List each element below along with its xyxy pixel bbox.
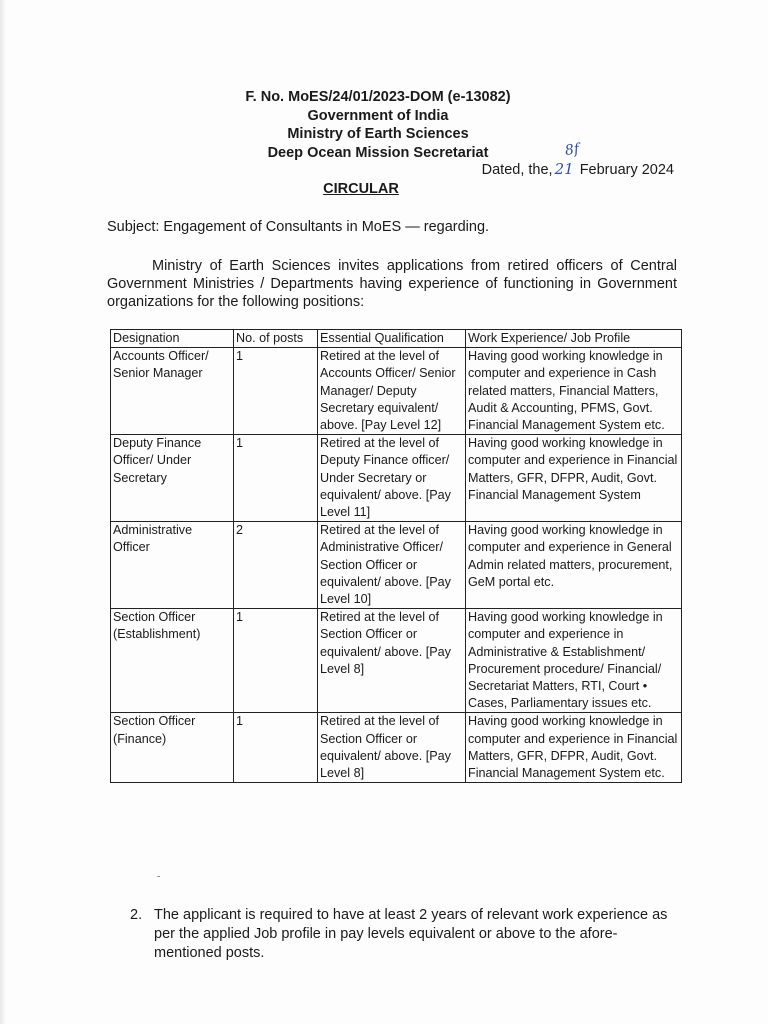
- cell-experience: Having good working knowledge in computer and experience in Cash related matters, Financial Matters, Audit & Accounting, PFMS, Govt. Financial Management System etc.: [466, 348, 682, 435]
- table-row: [111, 522, 682, 609]
- table-row: [111, 435, 682, 522]
- cell-posts: 1: [234, 435, 318, 522]
- circular-title: CIRCULAR: [323, 181, 399, 197]
- table-row: [111, 713, 682, 783]
- cell-qualification: Retired at the level of Administrative Officer/ Section Officer or equivalent/ above. [Pay Level 10]: [318, 522, 466, 609]
- government-line: Government of India: [307, 107, 449, 124]
- cell-designation: Accounts Officer/ Senior Manager: [111, 348, 234, 435]
- cell-designation: Deputy Finance Officer/ Under Secretary: [111, 435, 234, 522]
- subject-line: Subject: Engagement of Consultants in MoES — regarding.: [107, 219, 490, 235]
- cell-posts: 1: [234, 609, 318, 713]
- intro-paragraph: Ministry of Earth Sciences invites applications from retired officers of Central Government Ministries / Departments having experience of functioning in Government organizations for the following positions:: [107, 258, 677, 310]
- date-line: [482, 160, 674, 178]
- cell-designation: Administrative Officer: [111, 522, 234, 609]
- handwritten-day: 21: [554, 160, 574, 178]
- cell-qualification: Retired at the level of Deputy Finance officer/ Under Secretary or equivalent/ above. [Pay Level 11]: [318, 435, 466, 522]
- cell-posts: 1: [234, 713, 318, 783]
- header-designation: Designation: [111, 330, 234, 348]
- header-experience: Work Experience/ Job Profile: [466, 330, 682, 348]
- handwritten-margin-mark: 8f: [563, 141, 581, 159]
- cell-qualification: Retired at the level of Section Officer or equivalent/ above. [Pay Level 8]: [318, 713, 466, 783]
- header-posts: No. of posts: [234, 330, 318, 348]
- cell-experience: Having good working knowledge in computer and experience in General Admin related matters, procurement, GeM portal etc.: [466, 522, 682, 609]
- date-prefix: Dated, the,: [481, 162, 553, 178]
- cell-posts: 1: [234, 348, 318, 435]
- table-row: [111, 348, 682, 435]
- cell-designation: Section Officer (Establishment): [111, 609, 234, 713]
- cell-experience: Having good working knowledge in computer and experience in Financial Matters, GFR, DFPR, Audit, Govt. Financial Management System etc.: [466, 713, 682, 783]
- letterhead: [0, 88, 768, 162]
- point-2-text: The applicant is required to have at least 2 years of relevant work experience as per the applied Job profile in pay levels equivalent or above to the afore-mentioned posts.: [154, 907, 668, 961]
- cell-experience: Having good working knowledge in computer and experience in Financial Matters, GFR, DFPR, Audit, Govt. Financial Management System: [466, 435, 682, 522]
- file-number: F. No. MoES/24/01/2023-DOM (e-13082): [245, 89, 511, 105]
- cell-designation: Section Officer (Finance): [111, 713, 234, 783]
- scan-speck: [157, 876, 160, 877]
- positions-table: [110, 329, 682, 783]
- table-row: [111, 609, 682, 713]
- ministry-line: Ministry of Earth Sciences: [287, 126, 469, 142]
- point-2-number: 2.: [130, 907, 143, 923]
- cell-experience: Having good working knowledge in computer and experience in Administrative & Establishment/ Procurement procedure/ Financial/ Secretariat Matters, RTI, Court • Cases, Parliamentary issues etc.: [466, 609, 682, 713]
- circular-heading: [0, 181, 768, 197]
- point-2: [130, 906, 682, 963]
- secretariat-line: Deep Ocean Mission Secretariat: [267, 144, 489, 161]
- date-month-year: February 2024: [579, 162, 674, 178]
- cell-qualification: Retired at the level of Accounts Officer/ Senior Manager/ Deputy Secretary equivalent/ above. [Pay Level 12]: [318, 348, 466, 435]
- cell-posts: 2: [234, 522, 318, 609]
- table-header-row: [111, 330, 682, 348]
- cell-qualification: Retired at the level of Section Officer or equivalent/ above. [Pay Level 8]: [318, 609, 466, 713]
- header-qualification: Essential Qualification: [318, 330, 466, 348]
